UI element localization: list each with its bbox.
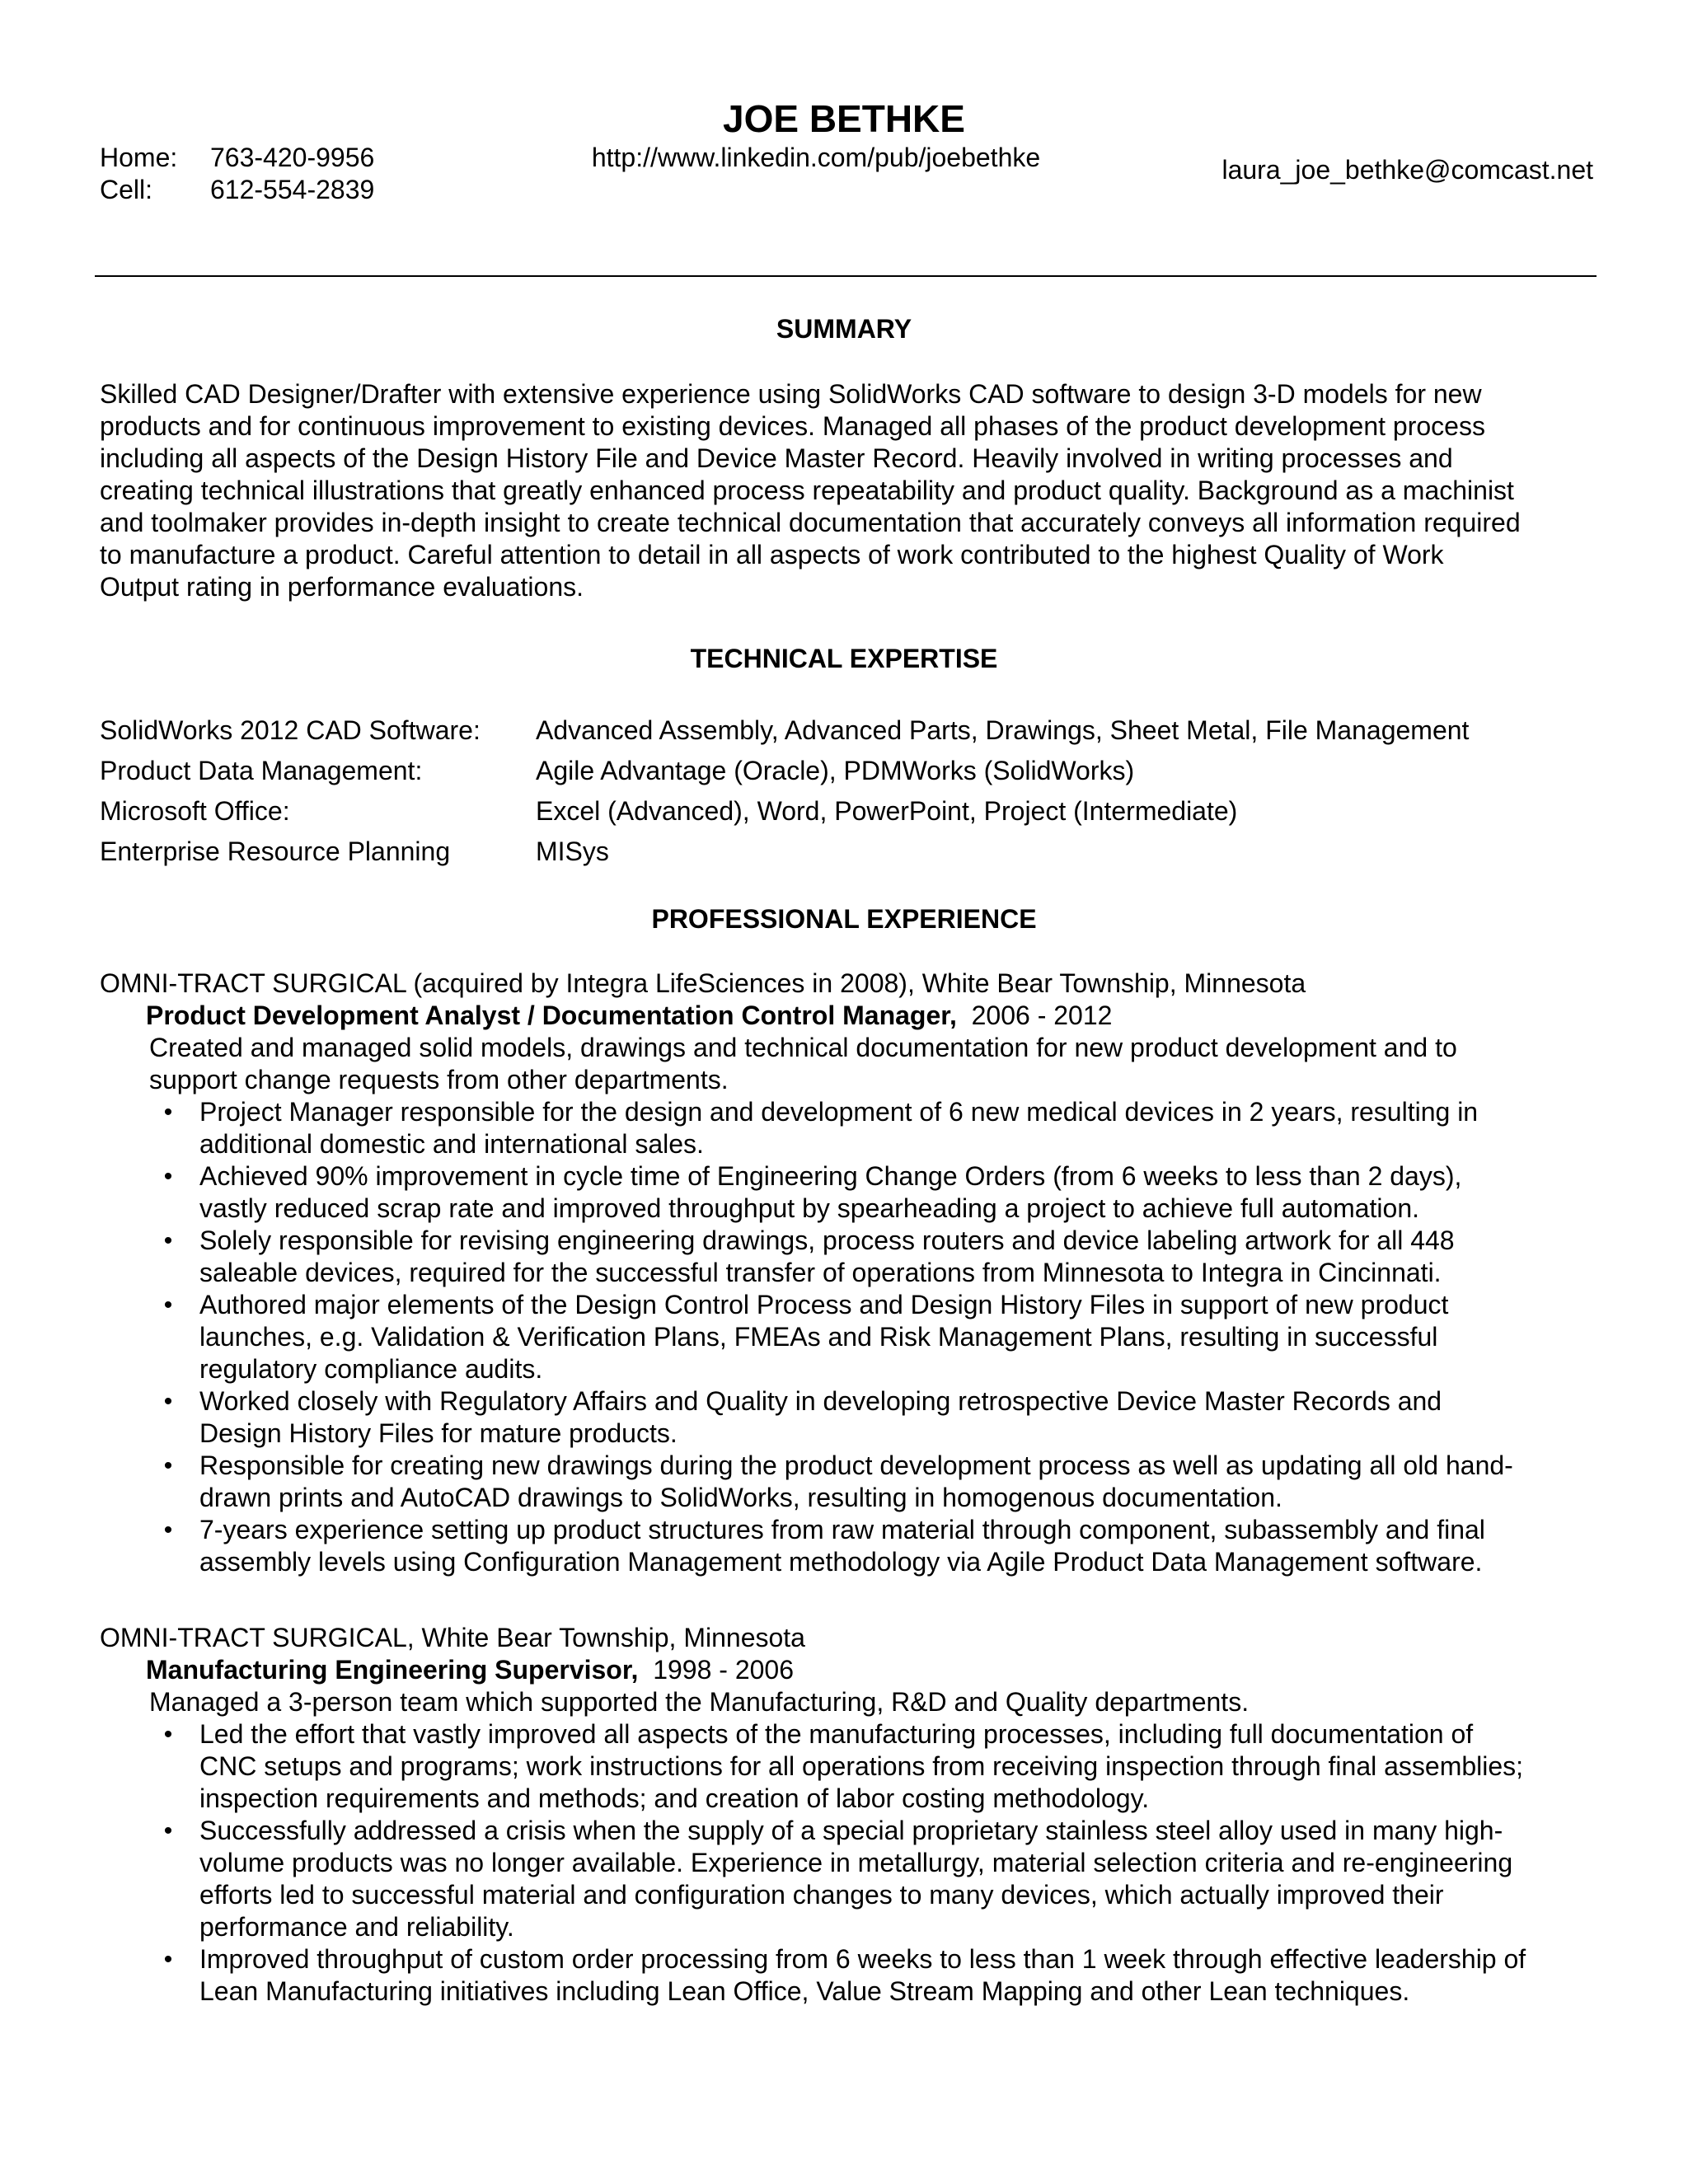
technical-expertise-heading: TECHNICAL EXPERTISE — [690, 644, 998, 673]
achievement-item — [100, 1096, 1600, 1160]
summary-line: creating technical illustrations that greatly enhanced process repeatability and product quality. Background as a machinist — [100, 476, 1514, 505]
achievement-line: performance and reliability. — [199, 1912, 514, 1942]
achievement-item — [100, 1225, 1600, 1289]
job-description — [100, 1686, 1600, 1718]
expertise-label: SolidWorks 2012 CAD Software: — [100, 715, 481, 745]
expertise-row — [100, 715, 1600, 755]
bullet-icon: • — [163, 1227, 173, 1254]
linkedin-url: http://www.linkedin.com/pub/joebethke — [591, 143, 1041, 172]
achievement-line: 7-years experience setting up product structures from raw material through component, subassembly and final — [199, 1515, 1485, 1544]
achievement-line: volume products was no longer available. Experience in metallurgy, material selection criteria and re-engineering — [199, 1848, 1513, 1877]
expertise-row — [100, 795, 1600, 836]
job-achievements — [100, 1096, 1600, 1578]
bullet-icon: • — [163, 1721, 173, 1748]
bullet-icon: • — [163, 1946, 173, 1973]
achievement-line: Achieved 90% improvement in cycle time of Engineering Change Orders (from 6 weeks to less than 2 days), — [199, 1161, 1462, 1191]
achievement-line: assembly levels using Configuration Management methodology via Agile Product Data Management software. — [199, 1547, 1483, 1577]
candidate-name: JOE BETHKE — [723, 97, 965, 140]
achievement-line: drawn prints and AutoCAD drawings to SolidWorks, resulting in homogenous documentation. — [199, 1483, 1282, 1512]
achievement-item — [100, 1385, 1600, 1450]
job-entry — [100, 1622, 1600, 2008]
expertise-row — [100, 755, 1600, 795]
achievement-line: saleable devices, required for the successful transfer of operations from Minnesota to Integra in Cincinnati. — [199, 1258, 1442, 1287]
achievement-line: Lean Manufacturing initiatives including Lean Office, Value Stream Mapping and other Lean techniques. — [199, 1976, 1410, 2006]
cell-label: Cell: — [100, 175, 153, 204]
achievement-line: Successfully addressed a crisis when the supply of a special proprietary stainless steel alloy used in many high- — [199, 1816, 1503, 1845]
achievement-line: regulatory compliance audits. — [199, 1354, 543, 1384]
job-description — [100, 1032, 1600, 1096]
achievement-line: Improved throughput of custom order processing from 6 weeks to less than 1 week through effective leadership of — [199, 1944, 1526, 1974]
technical-expertise-list — [100, 715, 1600, 876]
cell-phone: 612-554-2839 — [210, 175, 375, 204]
job-description-line: Created and managed solid models, drawings and technical documentation for new product development and to — [149, 1033, 1457, 1062]
achievement-line: Worked closely with Regulatory Affairs and Quality in developing retrospective Device Master Records and — [199, 1386, 1442, 1416]
expertise-label: Product Data Management: — [100, 756, 423, 785]
bullet-icon: • — [163, 1817, 173, 1844]
job-entry — [100, 968, 1600, 1578]
expertise-value: Agile Advantage (Oracle), PDMWorks (SolidWorks) — [536, 756, 1135, 785]
job-years: 1998 - 2006 — [653, 1655, 795, 1685]
expertise-label: Microsoft Office: — [100, 796, 290, 826]
job-description-line: support change requests from other departments. — [149, 1065, 729, 1094]
phone-block — [100, 142, 479, 206]
expertise-label: Enterprise Resource Planning — [100, 837, 451, 866]
job-role: Product Development Analyst / Documentation Control Manager, — [146, 1001, 957, 1030]
expertise-row — [100, 836, 1600, 876]
achievement-item — [100, 1943, 1600, 2008]
achievement-item — [100, 1718, 1600, 1815]
achievement-item — [100, 1289, 1600, 1385]
job-achievements — [100, 1718, 1600, 2008]
achievement-line: launches, e.g. Validation & Verification Plans, FMEAs and Risk Management Plans, resulting in successful — [199, 1322, 1438, 1352]
achievement-item — [100, 1450, 1600, 1514]
achievement-item — [100, 1160, 1600, 1225]
bullet-icon: • — [163, 1516, 173, 1544]
home-label: Home: — [100, 143, 178, 172]
summary-line: including all aspects of the Design History File and Device Master Record. Heavily involved in writing processes and — [100, 443, 1453, 473]
cell-phone-row — [100, 174, 479, 206]
bullet-icon: • — [163, 1452, 173, 1479]
achievement-line: efforts led to successful material and configuration changes to many devices, which actually improved their — [199, 1880, 1444, 1910]
bullet-icon: • — [163, 1163, 173, 1190]
achievement-line: Design History Files for mature products. — [199, 1418, 678, 1448]
achievement-item — [100, 1815, 1600, 1943]
expertise-value: Excel (Advanced), Word, PowerPoint, Project (Intermediate) — [536, 796, 1238, 826]
achievement-line: Project Manager responsible for the design and development of 6 new medical devices in 2 years, resulting in — [199, 1097, 1479, 1127]
expertise-value: Advanced Assembly, Advanced Parts, Drawings, Sheet Metal, File Management — [536, 715, 1470, 745]
email-address: laura_joe_bethke@comcast.net — [1221, 155, 1593, 185]
professional-experience-heading: PROFESSIONAL EXPERIENCE — [651, 904, 1037, 934]
summary-line: products and for continuous improvement to existing devices. Managed all phases of the product development process — [100, 411, 1485, 441]
summary-line: Skilled CAD Designer/Drafter with extensive experience using SolidWorks CAD software to design 3-D models for new — [100, 379, 1482, 409]
summary-heading: SUMMARY — [776, 314, 912, 344]
achievement-line: inspection requirements and methods; and creation of labor costing methodology. — [199, 1783, 1150, 1813]
job-description-line: Managed a 3-person team which supported the Manufacturing, R&D and Quality departments. — [149, 1687, 1250, 1717]
job-title-line — [100, 1000, 1600, 1032]
summary-line: to manufacture a product. Careful attention to detail in all aspects of work contributed to the highest Quality of Work — [100, 540, 1444, 569]
header-divider — [95, 275, 1597, 277]
achievement-line: Led the effort that vastly improved all aspects of the manufacturing processes, including full documentation of — [199, 1719, 1474, 1749]
achievement-line: Responsible for creating new drawings during the product development process as well as updating all old hand- — [199, 1451, 1513, 1480]
achievement-line: vastly reduced scrap rate and improved throughput by spearheading a project to achieve full automation. — [199, 1193, 1419, 1223]
expertise-value: MISys — [536, 837, 609, 866]
bullet-icon: • — [163, 1291, 173, 1319]
summary-paragraph — [100, 378, 1600, 603]
summary-line: Output rating in performance evaluations. — [100, 572, 584, 602]
achievement-line: Authored major elements of the Design Control Process and Design History Files in support of new product — [199, 1290, 1449, 1319]
bullet-icon: • — [163, 1388, 173, 1415]
job-role: Manufacturing Engineering Supervisor, — [146, 1655, 639, 1685]
summary-line: and toolmaker provides in-depth insight to create technical documentation that accurately conveys all information required — [100, 508, 1521, 537]
company-line: OMNI-TRACT SURGICAL, White Bear Township, Minnesota — [100, 1623, 805, 1652]
company-line: OMNI-TRACT SURGICAL (acquired by Integra LifeSciences in 2008), White Bear Township, Minnesota — [100, 968, 1306, 998]
home-phone: 763-420-9956 — [210, 143, 375, 172]
achievement-line: CNC setups and programs; work instructions for all operations from receiving inspection through final assemblies; — [199, 1751, 1524, 1781]
home-phone-row — [100, 142, 479, 174]
achievement-line: additional domestic and international sales. — [199, 1129, 704, 1159]
achievement-line: Solely responsible for revising engineering drawings, process routers and device labeling artwork for all 448 — [199, 1226, 1455, 1255]
job-years: 2006 - 2012 — [971, 1001, 1113, 1030]
job-title-line — [100, 1654, 1600, 1686]
achievement-item — [100, 1514, 1600, 1578]
bullet-icon: • — [163, 1099, 173, 1126]
